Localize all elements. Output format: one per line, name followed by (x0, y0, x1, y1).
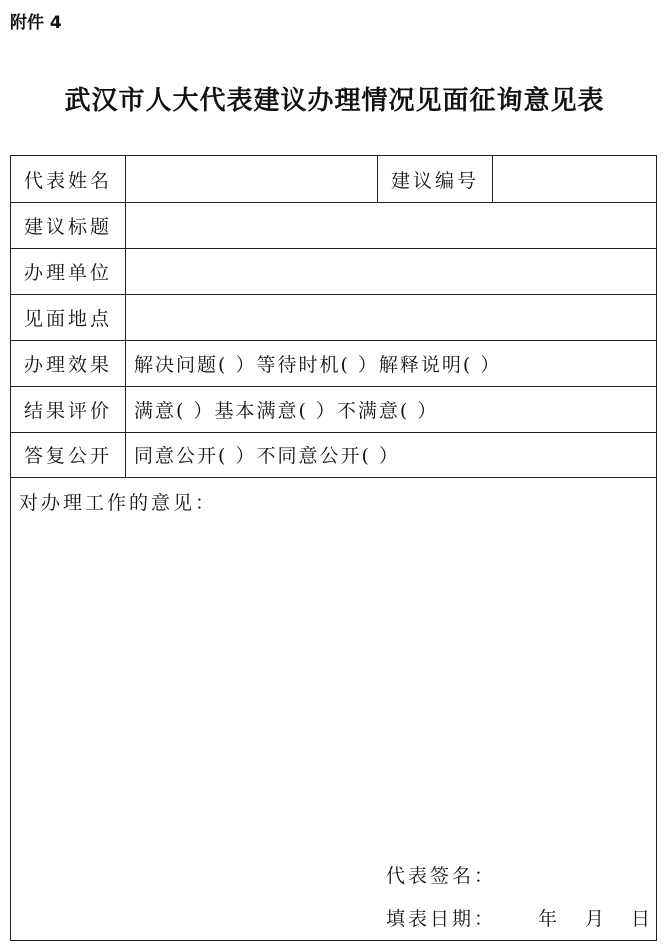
public-reply-label: 答复公开 (23, 445, 112, 467)
handling-unit-label: 办理单位 (23, 261, 112, 284)
effect-label: 办理效果 (23, 353, 112, 376)
attachment-label: 附件 4 (10, 13, 62, 33)
row-rep-name (11, 156, 656, 203)
row-meeting-place (11, 294, 656, 341)
meeting-place-label: 见面地点 (23, 307, 112, 330)
rep-name-label: 代表姓名 (23, 169, 112, 192)
proposal-no-label: 建议编号 (390, 169, 479, 192)
handling-unit-field[interactable] (126, 248, 654, 294)
year-unit: 年 (538, 908, 558, 930)
row-evaluation (11, 386, 656, 433)
row-handling-unit (11, 248, 656, 295)
evaluation-options[interactable]: 满意( ）基本满意( ）不满意( ） (134, 399, 439, 422)
feedback-form (10, 155, 657, 941)
meeting-place-field[interactable] (126, 294, 654, 340)
row-public-reply (11, 432, 656, 478)
row-proposal-title (11, 202, 656, 249)
proposal-title-label: 建议标题 (23, 215, 112, 238)
row-effect (11, 340, 656, 387)
rep-name-field[interactable] (126, 156, 385, 202)
day-unit: 日 (631, 908, 651, 930)
public-reply-options[interactable]: 同意公开( ）不同意公开( ） (134, 445, 400, 467)
effect-options[interactable]: 解决问题( ）等待时机( ）解释说明( ） (134, 353, 502, 376)
evaluation-label: 结果评价 (23, 399, 112, 422)
proposal-no-field[interactable] (493, 156, 661, 202)
signature-label: 代表签名： (386, 865, 497, 887)
month-unit: 月 (585, 908, 605, 930)
opinion-label: 对办理工作的意见： (19, 492, 218, 514)
date-label: 填表日期： (386, 908, 497, 930)
form-title: 武汉市人大代表建议办理情况见面征询意见表 (64, 86, 605, 116)
proposal-title-field[interactable] (126, 202, 654, 248)
